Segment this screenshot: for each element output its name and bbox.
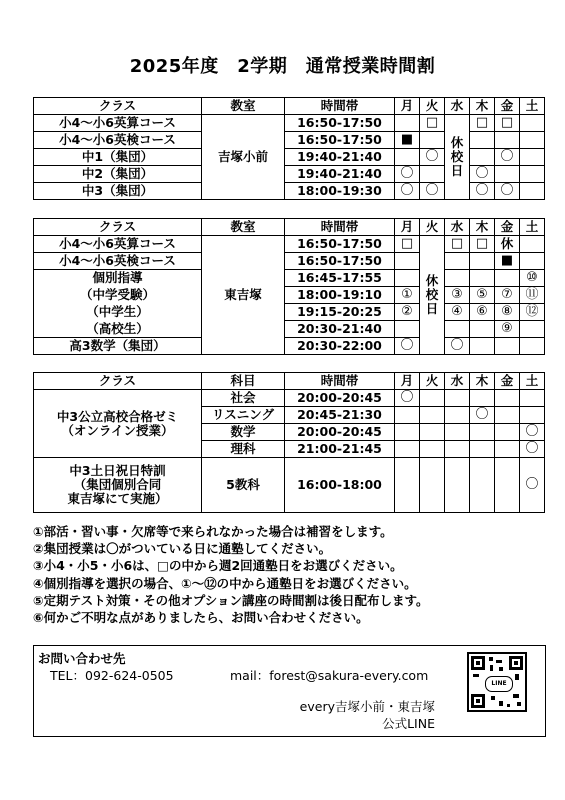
tue-cell: □ xyxy=(420,115,445,132)
header-fri: 金 xyxy=(495,373,520,390)
class-cell: 中2（集団） xyxy=(34,166,202,183)
note-item: ⑥何かご不明な点がありましたら、お問い合わせください。 xyxy=(33,610,369,626)
header-sat: 土 xyxy=(520,98,545,115)
sat-cell xyxy=(520,338,545,355)
header-time: 時間帯 xyxy=(285,98,395,115)
time-cell: 19:40-21:40 xyxy=(285,166,395,183)
contact-heading: お問い合わせ先 xyxy=(38,651,126,666)
wed-cell: □ xyxy=(445,236,470,253)
fri-cell xyxy=(495,407,520,424)
sat-cell xyxy=(520,321,545,338)
holiday-char: 日 xyxy=(425,301,439,316)
mon-cell: 〇 xyxy=(395,166,420,183)
time-cell: 16:00-18:00 xyxy=(285,458,395,513)
notes-list xyxy=(33,523,553,626)
mon-cell xyxy=(395,407,420,424)
table-row xyxy=(34,458,545,513)
fri-cell: ■ xyxy=(495,253,520,270)
fri-cell: 休 xyxy=(495,236,520,253)
holiday-char: 休 xyxy=(450,135,464,150)
wed-cell xyxy=(445,253,470,270)
table-row xyxy=(34,287,545,304)
mon-cell xyxy=(395,149,420,166)
header-tue: 火 xyxy=(420,98,445,115)
tue-cell xyxy=(420,424,445,441)
sat-cell xyxy=(520,236,545,253)
tue-cell xyxy=(420,132,445,149)
table-header-row xyxy=(34,373,545,390)
tue-cell xyxy=(420,441,445,458)
time-cell: 16:50-17:50 xyxy=(285,132,395,149)
holiday-char: 校 xyxy=(450,149,464,164)
school-name: every吉塚小前・東吉塚 xyxy=(299,699,435,714)
wed-cell xyxy=(445,441,470,458)
header-mon: 月 xyxy=(395,98,420,115)
sat-cell xyxy=(520,149,545,166)
subject-cell: 数学 xyxy=(202,424,285,441)
header-thu: 木 xyxy=(470,219,495,236)
class-cell: 高3数学（集団） xyxy=(34,338,202,355)
fri-cell: 〇 xyxy=(495,149,520,166)
time-cell: 21:00-21:45 xyxy=(285,441,395,458)
thu-cell xyxy=(470,149,495,166)
line-label: 公式LINE xyxy=(382,716,435,731)
fri-cell xyxy=(495,270,520,287)
sat-cell xyxy=(520,183,545,200)
header-wed: 水 xyxy=(445,98,470,115)
mon-cell xyxy=(395,424,420,441)
note-item: ④個別指導を選択の場合、①～⑫の中から通塾日をお選びください。 xyxy=(33,575,417,591)
thu-cell xyxy=(470,338,495,355)
header-sat: 土 xyxy=(520,219,545,236)
subject-cell: リスニング xyxy=(202,407,285,424)
header-tue: 火 xyxy=(420,219,445,236)
wed-cell xyxy=(445,407,470,424)
room-cell: 東吉塚 xyxy=(202,236,285,355)
special-line: 東吉塚にて実施） xyxy=(67,491,168,506)
header-room: 教室 xyxy=(202,219,285,236)
sat-cell xyxy=(520,407,545,424)
time-cell: 20:45-21:30 xyxy=(285,407,395,424)
tue-cell xyxy=(420,407,445,424)
wed-cell xyxy=(445,270,470,287)
mon-cell: ① xyxy=(395,287,420,304)
mon-cell xyxy=(395,321,420,338)
table-row xyxy=(34,270,545,287)
sat-cell xyxy=(520,253,545,270)
class-cell: 小4～小6英算コース xyxy=(34,115,202,132)
fri-cell: □ xyxy=(495,115,520,132)
subject-cell: 社会 xyxy=(202,390,285,407)
wed-cell xyxy=(445,321,470,338)
class-cell: （高校生） xyxy=(34,321,202,338)
time-cell: 20:00-20:45 xyxy=(285,390,395,407)
fri-cell: ⑦ xyxy=(495,287,520,304)
special-line: 中3土日祝日特訓 xyxy=(69,463,166,478)
thu-cell xyxy=(470,321,495,338)
header-mon: 月 xyxy=(395,373,420,390)
fri-cell xyxy=(495,424,520,441)
contact-mail[interactable]: mail：forest@sakura-every.com xyxy=(230,668,429,683)
seminar-line: 中3公立高校合格ゼミ xyxy=(56,408,179,424)
wed-holiday-cell xyxy=(445,115,470,200)
mon-cell: 〇 xyxy=(395,183,420,200)
time-cell: 16:45-17:55 xyxy=(285,270,395,287)
header-thu: 木 xyxy=(470,98,495,115)
mon-cell xyxy=(395,458,420,513)
fri-cell xyxy=(495,458,520,513)
mon-cell: 〇 xyxy=(395,338,420,355)
holiday-char: 日 xyxy=(450,163,464,178)
thu-cell xyxy=(470,270,495,287)
header-sat: 土 xyxy=(520,373,545,390)
fri-cell: ⑨ xyxy=(495,321,520,338)
wed-cell: ③ xyxy=(445,287,470,304)
seminar-class-cell xyxy=(34,390,202,458)
header-fri: 金 xyxy=(495,98,520,115)
contact-box xyxy=(33,645,546,737)
sat-cell xyxy=(520,115,545,132)
tue-cell xyxy=(420,166,445,183)
header-wed: 水 xyxy=(445,373,470,390)
table-row xyxy=(34,321,545,338)
table-row xyxy=(34,253,545,270)
line-badge: LINE xyxy=(485,676,513,692)
time-cell: 16:50-17:50 xyxy=(285,236,395,253)
header-mon: 月 xyxy=(395,219,420,236)
note-item: ③小4・小5・小6は、□の中から週2回通塾日をお選びください。 xyxy=(33,558,403,574)
mon-cell: 〇 xyxy=(395,390,420,407)
line-qr-code-icon[interactable] xyxy=(467,652,527,712)
table-row xyxy=(34,115,545,132)
table-row xyxy=(34,304,545,321)
tue-cell: 〇 xyxy=(420,183,445,200)
thu-cell xyxy=(470,132,495,149)
sat-cell: ⑩ xyxy=(520,270,545,287)
seminar-line: （オンライン授業） xyxy=(61,422,174,438)
sat-cell: ⑪ xyxy=(520,287,545,304)
page-title: 2025年度 2学期 通常授業時間割 xyxy=(129,56,436,77)
time-cell: 18:00-19:10 xyxy=(285,287,395,304)
note-item: ②集団授業は〇がついている日に通塾してください。 xyxy=(33,541,332,557)
time-cell: 18:00-19:30 xyxy=(285,183,395,200)
header-fri: 金 xyxy=(495,219,520,236)
mon-cell: ■ xyxy=(395,132,420,149)
time-cell: 20:00-20:45 xyxy=(285,424,395,441)
thu-cell xyxy=(470,253,495,270)
fri-cell xyxy=(495,166,520,183)
tue-cell xyxy=(420,390,445,407)
thu-cell: 〇 xyxy=(470,407,495,424)
mon-cell xyxy=(395,115,420,132)
wed-cell xyxy=(445,424,470,441)
time-cell: 16:50-17:50 xyxy=(285,253,395,270)
sat-cell xyxy=(520,132,545,149)
header-room: 教室 xyxy=(202,98,285,115)
class-cell: 中1（集団） xyxy=(34,149,202,166)
tue-cell xyxy=(420,458,445,513)
fri-cell xyxy=(495,338,520,355)
thu-cell: □ xyxy=(470,115,495,132)
sat-cell: 〇 xyxy=(520,458,545,513)
time-cell: 19:40-21:40 xyxy=(285,149,395,166)
sat-cell: ⑫ xyxy=(520,304,545,321)
table-row xyxy=(34,236,545,253)
thu-cell: ⑥ xyxy=(470,304,495,321)
wed-cell xyxy=(445,458,470,513)
sat-cell: 〇 xyxy=(520,441,545,458)
mon-cell: ② xyxy=(395,304,420,321)
sat-cell xyxy=(520,390,545,407)
fri-cell xyxy=(495,132,520,149)
contact-tel: TEL：092-624-0505 xyxy=(50,668,174,683)
subject-cell: 5教科 xyxy=(202,458,285,513)
note-item: ⑤定期テスト対策・その他オプション講座の時間割は後日配布します。 xyxy=(33,592,429,608)
header-thu: 木 xyxy=(470,373,495,390)
mon-cell xyxy=(395,270,420,287)
table-row xyxy=(34,338,545,355)
class-cell: （中学受験） xyxy=(34,287,202,304)
time-cell: 20:30-21:40 xyxy=(285,321,395,338)
table-header-row xyxy=(34,98,545,115)
wed-cell: 〇 xyxy=(445,338,470,355)
header-class: クラス xyxy=(34,98,202,115)
fri-cell xyxy=(495,390,520,407)
mon-cell xyxy=(395,441,420,458)
timetable-yoshizuka-shomae xyxy=(33,97,545,200)
thu-cell: ⑤ xyxy=(470,287,495,304)
header-subject: 科目 xyxy=(202,373,285,390)
note-item: ①部活・習い事・欠席等で来られなかった場合は補習をします。 xyxy=(33,524,393,539)
class-cell: 小4～小6英検コース xyxy=(34,253,202,270)
fri-cell: ⑧ xyxy=(495,304,520,321)
mon-cell xyxy=(395,253,420,270)
thu-cell: 〇 xyxy=(470,166,495,183)
class-cell: （中学生） xyxy=(34,304,202,321)
class-cell: 小4～小6英検コース xyxy=(34,132,202,149)
wed-cell: ④ xyxy=(445,304,470,321)
table-header-row xyxy=(34,219,545,236)
tue-cell: 〇 xyxy=(420,149,445,166)
sat-cell xyxy=(520,166,545,183)
room-cell: 吉塚小前 xyxy=(202,115,285,200)
header-wed: 水 xyxy=(445,219,470,236)
time-cell: 20:30-22:00 xyxy=(285,338,395,355)
class-cell: 小4～小6英算コース xyxy=(34,236,202,253)
thu-cell xyxy=(470,390,495,407)
thu-cell: □ xyxy=(470,236,495,253)
time-cell: 16:50-17:50 xyxy=(285,115,395,132)
header-tue: 火 xyxy=(420,373,445,390)
thu-cell xyxy=(470,458,495,513)
class-cell: 個別指導 xyxy=(34,270,202,287)
thu-cell xyxy=(470,424,495,441)
subject-cell: 理科 xyxy=(202,441,285,458)
header-time: 時間帯 xyxy=(285,373,395,390)
header-time: 時間帯 xyxy=(285,219,395,236)
contact-school xyxy=(300,698,435,732)
header-class: クラス xyxy=(34,373,202,390)
fri-cell: 〇 xyxy=(495,183,520,200)
thu-cell: 〇 xyxy=(470,183,495,200)
tue-holiday-cell xyxy=(420,236,445,355)
holiday-char: 校 xyxy=(425,287,439,302)
thu-cell xyxy=(470,441,495,458)
table-row xyxy=(34,390,545,407)
timetable-higashi-yoshizuka xyxy=(33,218,545,355)
fri-cell xyxy=(495,441,520,458)
mon-cell: □ xyxy=(395,236,420,253)
wed-cell xyxy=(445,390,470,407)
timetable-online-seminar xyxy=(33,372,545,513)
sat-cell: 〇 xyxy=(520,424,545,441)
time-cell: 19:15-20:25 xyxy=(285,304,395,321)
special-line: （集団個別合同 xyxy=(73,477,162,492)
special-class-cell xyxy=(34,458,202,513)
header-class: クラス xyxy=(34,219,202,236)
holiday-char: 休 xyxy=(425,273,439,288)
class-cell: 中3（集団） xyxy=(34,183,202,200)
